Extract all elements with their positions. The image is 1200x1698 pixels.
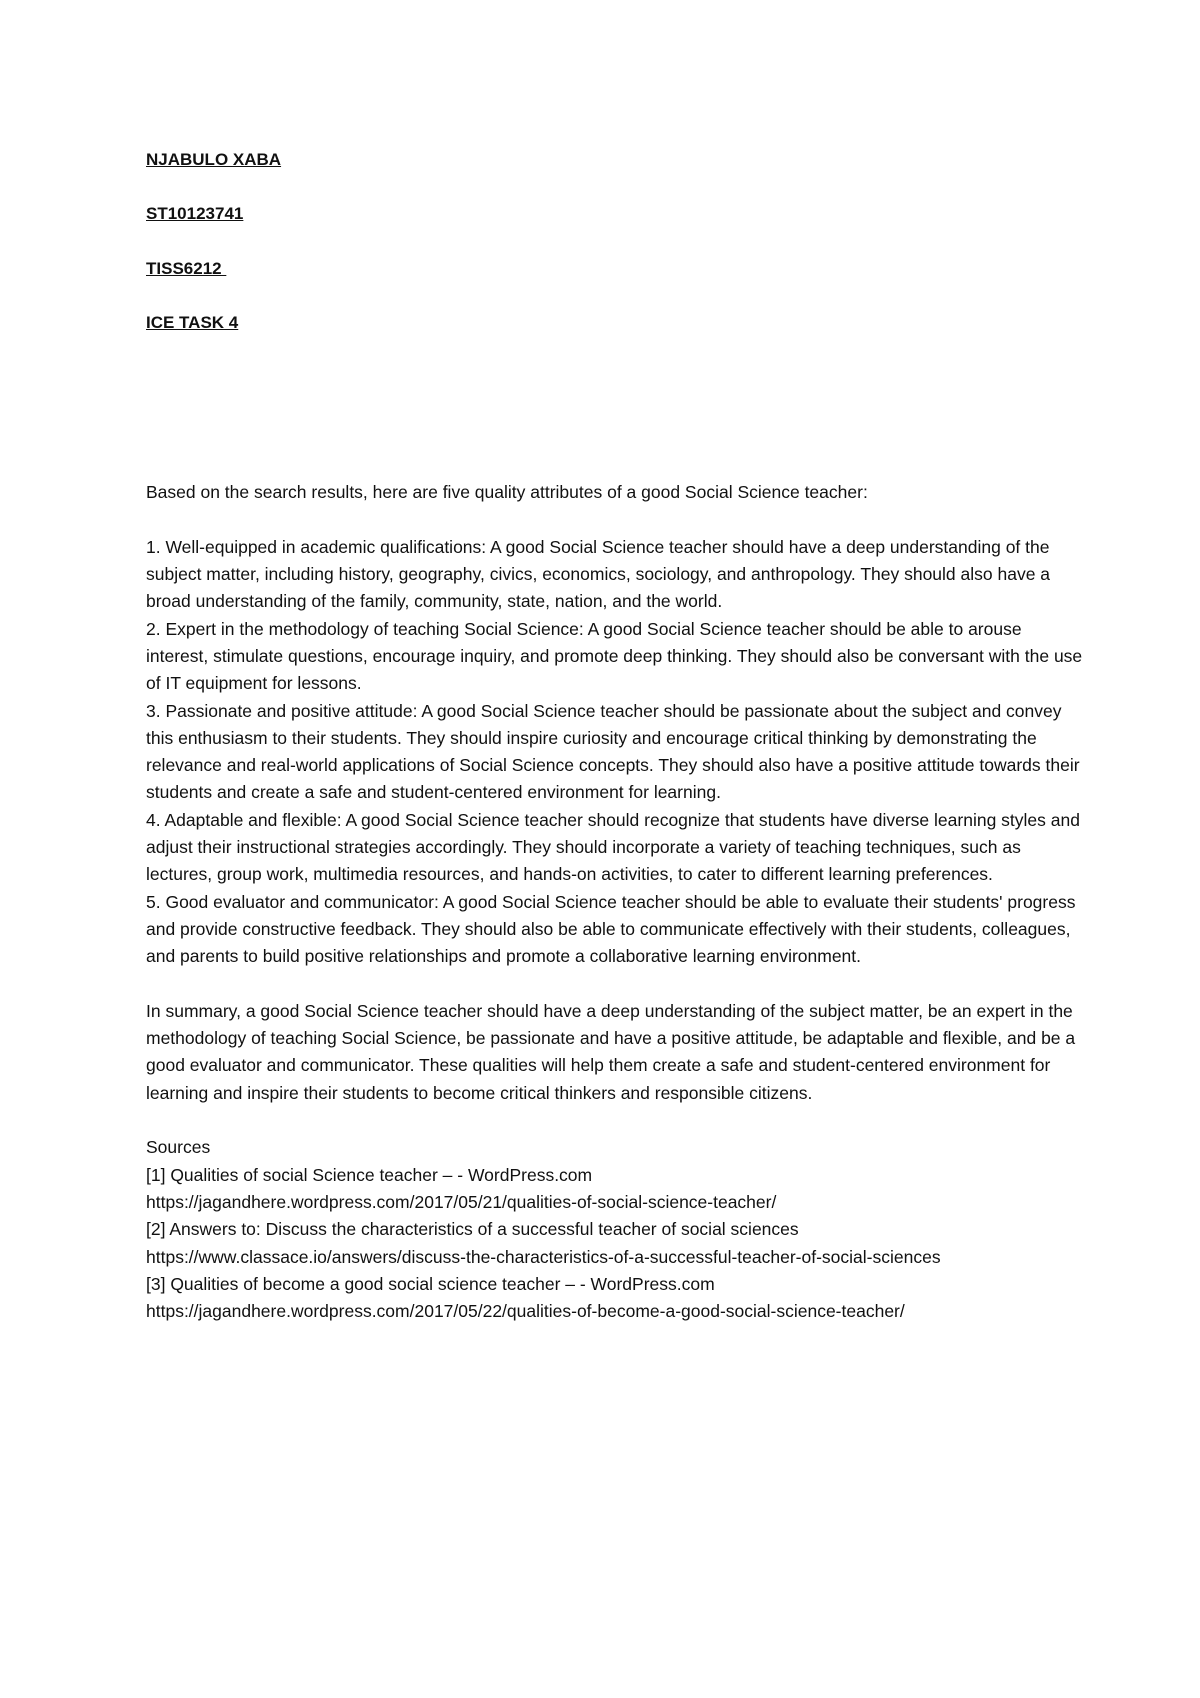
attribute-item-2: 2. Expert in the methodology of teaching Social Science: A good Social Science teacher should be able to arouse interest, stimulate questions, encourage inquiry, and promote deep thinking. They should also be conversant with the use of IT equipment for lessons. (146, 618, 1083, 694)
source-url-3: https://jagandhere.wordpress.com/2017/05/22/qualities-of-become-a-good-social-science-teacher/ (146, 1301, 905, 1322)
summary-paragraph: In summary, a good Social Science teacher should have a deep understanding of the subject matter, be an expert in the methodology of teaching Social Science, be passionate and have a positive attitude, be adaptable and flexible, and be a good evaluator and communicator. These qualities will help them create a safe and student-centered environment for learning and inspire their students to become critical thinkers and responsible citizens. (146, 1000, 1076, 1103)
student-number: ST10123741 (146, 204, 244, 224)
source-url-2: https://www.classace.io/answers/discuss-the-characteristics-of-a-successful-teacher-of-social-sciences (146, 1246, 941, 1267)
author-name: NJABULO XABA (146, 150, 282, 169)
spacer (146, 363, 1086, 479)
document-body (146, 146, 1086, 1325)
intro-paragraph: Based on the search results, here are five quality attributes of a good Social Science teacher: (146, 482, 868, 503)
sources-section (146, 1134, 1086, 1325)
task-title: ICE TASK 4 (146, 312, 239, 332)
source-title-2: [2] Answers to: Discuss the characteristics of a successful teacher of social sciences (146, 1219, 799, 1240)
attribute-item-1: 1. Well-equipped in academic qualifications: A good Social Science teacher should have a deep understanding of the subject matter, including history, geography, civics, economics, sociology, and anthropology. They should also have a broad understanding of the family, community, state, nation, and the world. (146, 536, 1051, 612)
attribute-item-5: 5. Good evaluator and communicator: A good Social Science teacher should be able to evaluate their students' progress and provide constructive feedback. They should also be able to communicate effectively with their students, colleagues, and parents to build positive relationships and promote a collaborative learning environment. (146, 891, 1076, 967)
source-title-1: [1] Qualities of social Science teacher – - WordPress.com (146, 1164, 593, 1185)
module-code: TISS6212 (146, 258, 227, 278)
attribute-item-4: 4. Adaptable and flexible: A good Social Science teacher should recognize that students have diverse learning styles and adjust their instructional strategies accordingly. They should incorporate a variety of teaching techniques, such as lectures, group work, multimedia resources, and hands-on activities, to cater to different learning preferences. (146, 809, 1080, 885)
attributes-list (146, 534, 1086, 971)
sources-heading: Sources (146, 1137, 211, 1158)
attribute-item-3: 3. Passionate and positive attitude: A good Social Science teacher should be passionate about the subject and convey this enthusiasm to their students. They should inspire curiosity and encourage critical thinking by demonstrating the relevance and real-world applications of Social Science concepts. They should also have a positive attitude towards their students and create a safe and student-centered environment for learning. (146, 700, 1080, 803)
source-title-3: [3] Qualities of become a good social science teacher – - WordPress.com (146, 1273, 715, 1294)
source-url-1: https://jagandhere.wordpress.com/2017/05/21/qualities-of-social-science-teacher/ (146, 1191, 777, 1212)
